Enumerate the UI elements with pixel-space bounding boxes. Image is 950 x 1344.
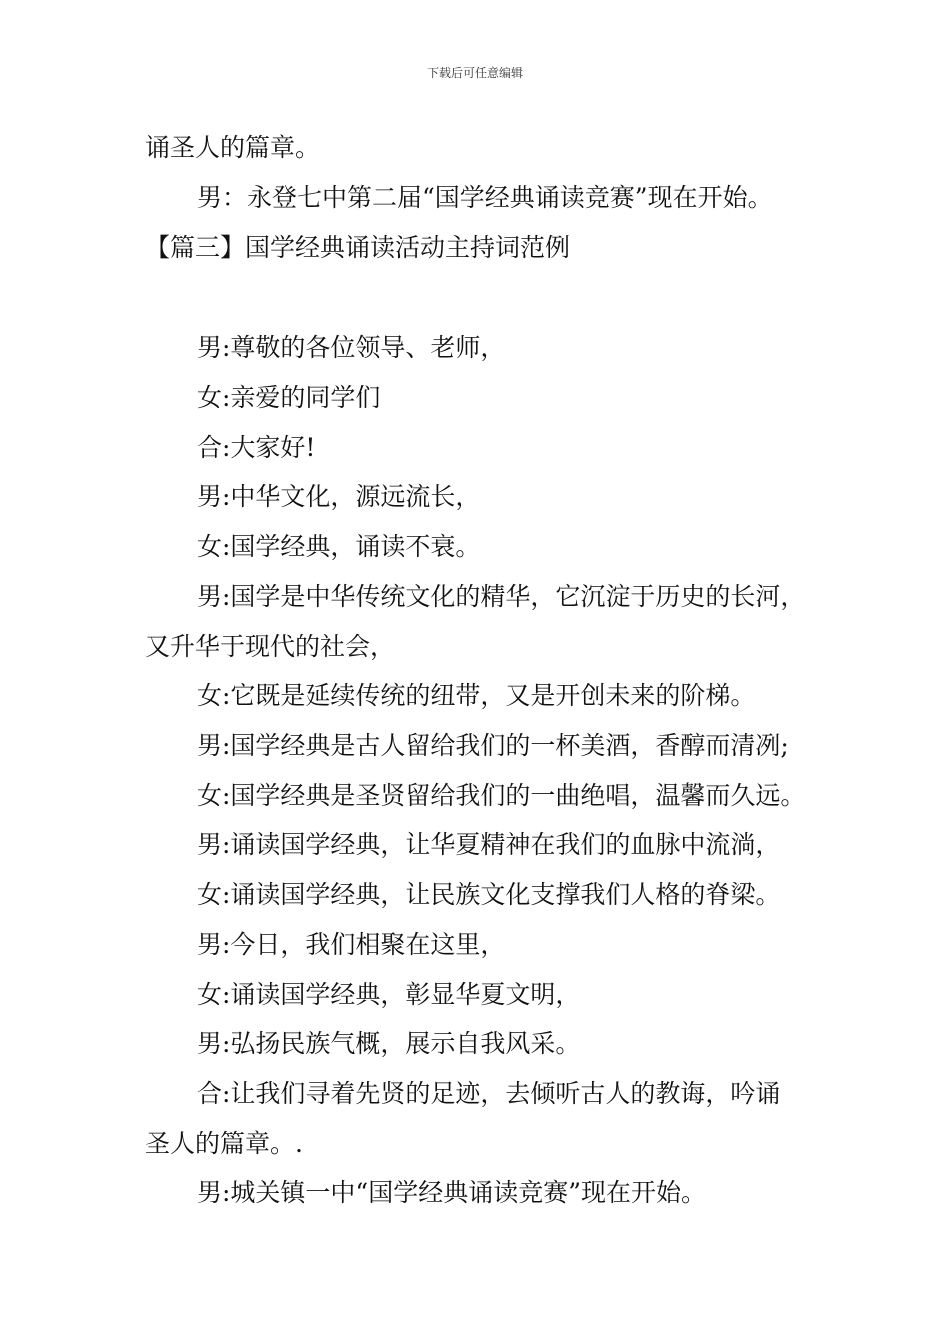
text-line: 女:诵读国学经典，彰显华夏文明， bbox=[197, 980, 581, 1009]
text-line: 合:让我们寻着先贤的足迹，去倾听古人的教诲，吟诵 bbox=[197, 1079, 781, 1108]
text-line: 女:亲爱的同学们 bbox=[197, 383, 381, 412]
section-heading: 【篇三】国学经典诵读活动主持词范例 bbox=[145, 233, 571, 262]
text-line: 男:国学是中华传统文化的精华，它沉淀于历史的长河， bbox=[197, 582, 806, 611]
text-line: 男:国学经典是古人留给我们的一杯美酒，香醇而清冽; bbox=[197, 731, 789, 760]
text-line: 男:今日，我们相聚在这里， bbox=[197, 930, 506, 959]
text-line: 男:诵读国学经典，让华夏精神在我们的血脉中流淌， bbox=[197, 830, 781, 859]
text-line: 男:弘扬民族气概，展示自我风采。 bbox=[197, 1029, 581, 1058]
text-line: 又升华于现代的社会， bbox=[145, 632, 396, 661]
text-line: 男:城关镇一中“国学经典诵读竞赛”现在开始。 bbox=[197, 1178, 706, 1207]
text-line: 女:诵读国学经典，让民族文化支撑我们人格的脊梁。 bbox=[197, 880, 781, 909]
text-line: 男:中华文化，源远流长， bbox=[197, 482, 481, 511]
text-line: 女:国学经典，诵读不衰。 bbox=[197, 532, 481, 561]
page-header: 下载后可任意编辑 bbox=[426, 66, 523, 80]
text-line: 男：永登七中第二届“国学经典诵读竞赛”现在开始。 bbox=[197, 183, 773, 212]
text-line: 女:国学经典是圣贤留给我们的一曲绝唱，温馨而久远。 bbox=[197, 781, 806, 810]
text-line: 圣人的篇章。. bbox=[145, 1129, 303, 1158]
text-line: 男:尊敬的各位领导、老师， bbox=[197, 333, 506, 362]
text-line: 合:大家好! bbox=[197, 433, 316, 462]
text-line: 女:它既是延续传统的纽带，又是开创未来的阶梯。 bbox=[197, 681, 756, 710]
text-line: 诵圣人的篇章。 bbox=[145, 133, 321, 162]
